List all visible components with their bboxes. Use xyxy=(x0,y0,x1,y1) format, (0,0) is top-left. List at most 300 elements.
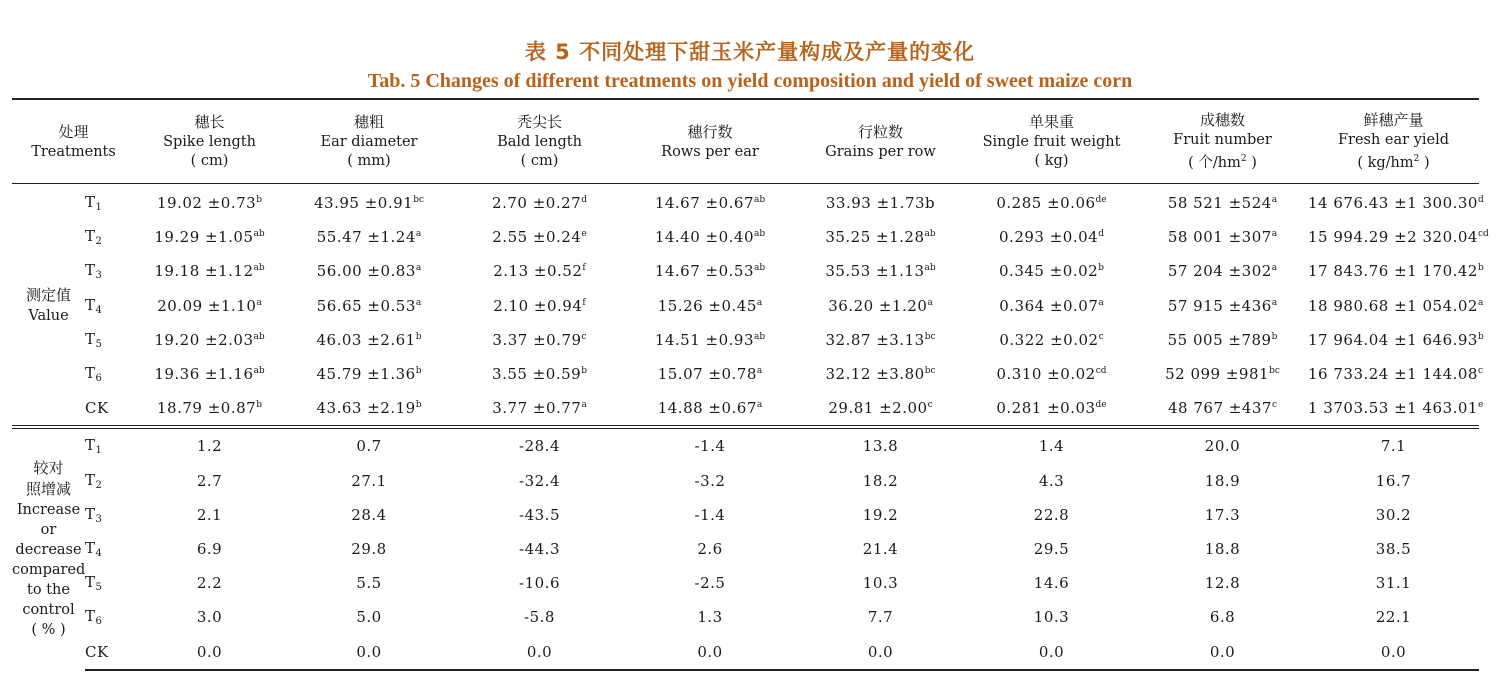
table-cell: 18.9 xyxy=(1204,471,1241,490)
table-cell: 10.3 xyxy=(862,574,899,593)
table-cell: 20.0 xyxy=(1137,427,1308,463)
table-title-english: Tab. 5 Changes of different treatments on yield composition and yield of sweet maize corn xyxy=(367,70,1133,92)
treatment-name: T xyxy=(85,538,96,557)
group-unit: ( % ) xyxy=(31,622,66,639)
significance-letter: bc xyxy=(924,366,936,377)
treatment-subscript: 1 xyxy=(95,202,103,214)
table-cell xyxy=(795,254,966,288)
table-cell xyxy=(966,357,1137,391)
table-row xyxy=(12,391,1479,427)
significance-letter: b xyxy=(1271,331,1278,342)
cell-value: 0.345 ±0.02 xyxy=(999,262,1099,281)
table-cell: 7.1 xyxy=(1308,427,1479,463)
cell-value: 0.322 ±0.02 xyxy=(999,330,1099,349)
table-cell xyxy=(135,391,284,427)
header-zh: 单果重 xyxy=(1028,113,1074,131)
table-cell xyxy=(625,184,795,221)
significance-letter: cd xyxy=(1095,366,1107,377)
table-cell: 14.6 xyxy=(1033,574,1070,593)
table-cell: 31.1 xyxy=(1375,574,1412,593)
group-en: Increase or decrease compared to the control xyxy=(12,502,86,619)
table-cell: -28.4 xyxy=(454,427,625,463)
table-cell xyxy=(625,220,795,254)
header-col-7 xyxy=(1137,99,1308,184)
table-cell xyxy=(454,184,625,221)
table-cell: 29.5 xyxy=(1033,539,1070,558)
significance-letter: ab xyxy=(924,229,936,240)
table-row xyxy=(12,634,1479,669)
table-cell: 13.8 xyxy=(795,427,966,463)
cell-value: 35.53 ±1.13 xyxy=(825,262,925,281)
table-cell: 30.2 xyxy=(1375,505,1412,524)
treatment-label xyxy=(85,220,135,254)
table-cell xyxy=(966,323,1137,357)
table-cell: 0.0 xyxy=(135,634,284,669)
table-cell: 21.4 xyxy=(862,539,899,558)
table-cell: 4.3 xyxy=(1038,471,1065,490)
treatment-subscript: 2 xyxy=(95,236,103,248)
header-en: Spike length xyxy=(163,134,256,150)
significance-letter: ab xyxy=(253,366,265,377)
table-cell: 5.5 xyxy=(356,574,382,593)
group-zh-1: 较对 xyxy=(33,459,64,478)
significance-letter: b xyxy=(1098,263,1104,274)
table-cell: 12.8 xyxy=(1204,574,1241,593)
table-cell: 22.8 xyxy=(1033,505,1070,524)
table-cell xyxy=(1137,391,1308,427)
header-unit xyxy=(347,153,390,169)
table-cell xyxy=(135,289,284,323)
table-row xyxy=(12,357,1479,391)
significance-letter: ab xyxy=(924,263,936,274)
significance-letter: ab xyxy=(754,263,766,274)
treatment-label xyxy=(85,254,135,288)
cell-value: 32.12 ±3.80 xyxy=(825,365,925,384)
significance-letter: a xyxy=(256,297,262,308)
cell-value: 18.79 ±0.87 xyxy=(157,399,257,418)
table-cell: 6.8 xyxy=(1209,608,1236,627)
table-cell: 2.2 xyxy=(196,574,223,593)
unit-text: ( kg/hm xyxy=(1357,155,1414,171)
header-en: Fresh ear yield xyxy=(1337,132,1450,148)
header-unit xyxy=(191,153,229,169)
treatment-name: CK xyxy=(85,642,109,661)
significance-letter: bc xyxy=(413,195,424,206)
significance-letter: ab xyxy=(754,195,766,206)
significance-letter: b xyxy=(1477,331,1484,342)
table-cell xyxy=(284,323,454,357)
table-cell: 2.1 xyxy=(196,505,223,524)
table-cell xyxy=(795,220,966,254)
table-row xyxy=(12,600,1479,634)
table-cell: 0.0 xyxy=(284,634,454,669)
table-cell xyxy=(625,254,795,288)
group-zh: 测定值 xyxy=(25,286,71,305)
table-row xyxy=(12,184,1479,221)
table-cell xyxy=(454,323,625,357)
significance-letter: a xyxy=(1477,297,1484,308)
treatment-name: T xyxy=(85,470,96,489)
table-cell xyxy=(1137,220,1308,254)
cell-value: 17 964.04 ±1 646.93 xyxy=(1308,330,1478,349)
header-en: Ear diameter xyxy=(320,134,418,150)
table-title-chinese: 表 5 不同处理下甜玉米产量构成及产量的变化 xyxy=(524,40,976,64)
treatment-name: T xyxy=(85,193,96,212)
table-cell: 0.0 xyxy=(625,634,795,669)
significance-letter: e xyxy=(581,229,587,240)
treatment-subscript: 5 xyxy=(95,582,103,594)
cell-value: 29.81 ±2.00 xyxy=(828,399,928,418)
cell-value: 20.09 ±1.10 xyxy=(157,296,257,315)
header-en: Single fruit weight xyxy=(982,134,1121,150)
table-cell xyxy=(1308,289,1484,323)
treatment-subscript: 6 xyxy=(95,373,103,385)
table-cell: 1.4 xyxy=(966,427,1137,463)
table-cell: 1.3 xyxy=(697,608,723,627)
table-cell xyxy=(795,184,966,221)
cell-value: 45.79 ±1.36 xyxy=(316,365,416,384)
unit-end: ) xyxy=(1419,155,1430,171)
table-cell xyxy=(966,254,1137,288)
group-label-value xyxy=(12,184,85,428)
significance-letter: b xyxy=(256,400,262,411)
significance-letter: a xyxy=(756,366,763,377)
cell-value: 36.20 ±1.20 xyxy=(828,296,928,315)
group-zh-2: 照增减 xyxy=(25,480,71,499)
table-cell: -5.8 xyxy=(524,608,555,627)
group-label-increase xyxy=(12,427,85,669)
treatment-label xyxy=(85,464,135,498)
treatment-subscript: 3 xyxy=(95,270,103,282)
cell-value: 0.293 ±0.04 xyxy=(999,228,1099,247)
header-zh: 成穗数 xyxy=(1199,111,1245,129)
header-zh: 穗行数 xyxy=(687,122,733,141)
header-zh: 处理 xyxy=(58,122,89,141)
significance-letter: a xyxy=(756,297,763,308)
significance-letter: ab xyxy=(754,331,766,342)
header-unit xyxy=(1188,155,1257,171)
table-cell: 2.7 xyxy=(196,471,223,490)
cell-value: 57 915 ±436 xyxy=(1167,296,1272,315)
table-cell: -44.3 xyxy=(519,539,560,558)
significance-letter: c xyxy=(1098,331,1104,342)
table-cell: 18.8 xyxy=(1204,539,1241,558)
unit-sup: 2 xyxy=(1240,154,1247,164)
header-unit xyxy=(1035,153,1069,169)
cell-value: 32.87 ±3.13 xyxy=(825,330,925,349)
cell-value: 15.26 ±0.45 xyxy=(657,296,757,315)
table-cell xyxy=(135,323,284,357)
table-row xyxy=(12,220,1479,254)
cell-value: 35.25 ±1.28 xyxy=(825,228,925,247)
header-en: Fruit number xyxy=(1173,132,1272,148)
unit-text: ( cm) xyxy=(190,153,229,169)
significance-letter: ab xyxy=(253,331,265,342)
table-cell: -1.4 xyxy=(625,427,795,463)
cell-value: 46.03 ±2.61 xyxy=(316,330,416,349)
cell-value: 19.20 ±2.03 xyxy=(154,330,254,349)
cell-value: 48 767 ±437 xyxy=(1168,399,1272,418)
significance-letter: b xyxy=(1477,263,1484,274)
table-cell xyxy=(284,184,454,221)
table-cell xyxy=(454,289,625,323)
header-en: Rows per ear xyxy=(661,143,759,160)
cell-value: 2.10 ±0.94 xyxy=(493,296,583,315)
table-cell: 0.0 xyxy=(1308,634,1479,669)
cell-value: 0.364 ±0.07 xyxy=(999,296,1099,315)
treatment-name: T xyxy=(85,364,96,383)
treatment-subscript: 4 xyxy=(95,304,103,316)
treatment-subscript: 6 xyxy=(95,616,103,628)
significance-letter: b xyxy=(415,331,422,342)
treatment-name: T xyxy=(85,607,96,626)
table-row xyxy=(12,532,1479,566)
yield-table xyxy=(12,98,1489,671)
cell-value: 18 980.68 ±1 054.02 xyxy=(1308,296,1478,315)
cell-value: 58 001 ±307 xyxy=(1167,228,1272,247)
cell-value: 14 676.43 ±1 300.30 xyxy=(1308,194,1478,213)
header-zh: 穗粗 xyxy=(353,113,384,131)
significance-letter: b xyxy=(415,400,422,411)
table-cell xyxy=(284,391,454,427)
table-cell: 16.7 xyxy=(1375,471,1412,490)
significance-letter: d xyxy=(581,195,587,206)
table-cell xyxy=(454,391,625,427)
table-cell xyxy=(625,323,795,357)
significance-letter: a xyxy=(756,400,763,411)
table-cell: 28.4 xyxy=(351,505,387,524)
treatment-subscript: 1 xyxy=(95,445,103,457)
table-cell xyxy=(1308,254,1484,288)
table-cell: 27.1 xyxy=(351,471,387,490)
unit-text: ( kg) xyxy=(1034,153,1069,169)
table-cell: 2.6 xyxy=(697,539,723,558)
table-cell: -32.4 xyxy=(519,471,560,490)
treatment-name: T xyxy=(85,261,96,280)
treatment-name: T xyxy=(85,436,96,455)
treatment-name: T xyxy=(85,295,96,314)
table-cell: 0.0 xyxy=(454,634,625,669)
table-cell: 0.0 xyxy=(966,634,1137,669)
treatment-name: T xyxy=(85,227,96,246)
significance-letter: b xyxy=(581,366,587,377)
significance-letter: f xyxy=(582,263,586,274)
significance-letter: ab xyxy=(754,229,766,240)
cell-value: 58 521 ±524 xyxy=(1167,194,1272,213)
significance-letter: a xyxy=(415,229,422,240)
header-zh: 鲜穗产量 xyxy=(1363,111,1424,129)
cell-value: 17 843.76 ±1 170.42 xyxy=(1308,262,1478,281)
table-cell: 6.9 xyxy=(196,539,223,558)
table-row xyxy=(12,323,1479,357)
treatment-label xyxy=(85,323,135,357)
unit-end: ) xyxy=(1246,155,1257,171)
header-col-4 xyxy=(625,99,795,184)
cell-value: 14.67 ±0.53 xyxy=(654,262,755,281)
treatment-label xyxy=(85,357,135,391)
table-cell: 10.3 xyxy=(1033,608,1070,627)
cell-value: 2.13 ±0.52 xyxy=(493,262,583,281)
treatment-name: T xyxy=(85,573,96,592)
table-cell xyxy=(1308,357,1484,391)
cell-value: 19.02 ±0.73 xyxy=(157,194,257,213)
cell-value: 15.07 ±0.78 xyxy=(657,365,757,384)
table-cell xyxy=(625,357,795,391)
treatment-label xyxy=(85,532,135,566)
table-cell: 5.0 xyxy=(356,608,382,627)
table-cell xyxy=(625,391,795,427)
significance-letter: ab xyxy=(253,229,265,240)
header-zh: 行粒数 xyxy=(857,122,903,141)
header-en: Grains per row xyxy=(825,143,936,160)
cell-value: 43.95 ±0.91 xyxy=(314,194,414,213)
table-cell xyxy=(1137,184,1308,221)
treatment-name: CK xyxy=(85,399,109,418)
unit-text: ( 个/hm xyxy=(1188,155,1241,171)
cell-value: 55 005 ±789 xyxy=(1167,330,1272,349)
significance-letter: c xyxy=(1271,400,1277,411)
cell-value: 57 204 ±302 xyxy=(1167,262,1272,281)
table-cell xyxy=(1308,391,1484,427)
significance-letter: b xyxy=(256,195,262,206)
header-col-8 xyxy=(1308,99,1479,184)
table-cell xyxy=(966,289,1137,323)
significance-letter: c xyxy=(927,400,933,411)
significance-letter: a xyxy=(1271,229,1278,240)
treatment-subscript: 4 xyxy=(95,547,103,559)
significance-letter: bc xyxy=(1269,366,1280,377)
significance-letter: a xyxy=(415,297,422,308)
cell-value: 3.77 ±0.77 xyxy=(492,399,582,418)
header-zh: 穗长 xyxy=(194,113,225,131)
cell-value: 14.67 ±0.67 xyxy=(654,194,755,213)
cell-value: 14.88 ±0.67 xyxy=(657,399,757,418)
table-cell xyxy=(284,289,454,323)
table-cell: -1.4 xyxy=(694,505,726,524)
cell-value: 2.70 ±0.27 xyxy=(492,194,582,213)
table-cell xyxy=(795,357,966,391)
cell-value: 16 733.24 ±1 144.08 xyxy=(1308,365,1478,384)
significance-letter: f xyxy=(582,297,586,308)
table-cell xyxy=(1137,323,1308,357)
header-zh: 秃尖长 xyxy=(516,113,562,131)
table-cell xyxy=(284,357,454,391)
significance-letter: de xyxy=(1095,400,1107,411)
table-row xyxy=(12,254,1479,288)
table-cell xyxy=(1137,357,1308,391)
cell-value: 0.285 ±0.06 xyxy=(996,194,1096,213)
header-col-1 xyxy=(135,99,284,184)
treatment-subscript: 5 xyxy=(95,338,103,350)
value-section xyxy=(12,184,1489,428)
significance-letter: e xyxy=(1477,400,1484,411)
table-cell xyxy=(1308,323,1484,357)
cell-value: 0.310 ±0.02 xyxy=(996,365,1096,384)
table-row xyxy=(12,498,1479,532)
table-cell xyxy=(454,357,625,391)
table-cell: 7.7 xyxy=(867,608,894,627)
table-cell: -10.6 xyxy=(519,574,560,593)
table-cell: 38.5 xyxy=(1375,539,1412,558)
treatment-subscript: 3 xyxy=(95,513,103,525)
table-cell: 22.1 xyxy=(1375,608,1412,627)
cell-value: 56.00 ±0.83 xyxy=(316,262,416,281)
treatment-name: T xyxy=(85,329,96,348)
table-cell xyxy=(454,220,625,254)
table-cell xyxy=(1137,289,1308,323)
treatment-label xyxy=(85,289,135,323)
unit-text: ( mm) xyxy=(347,153,391,169)
header-row xyxy=(12,99,1479,184)
cell-value: 14.51 ±0.93 xyxy=(654,330,755,349)
table-cell: 0.0 xyxy=(1137,634,1308,669)
significance-letter: a xyxy=(1271,195,1278,206)
significance-letter: b xyxy=(415,366,422,377)
significance-letter: a xyxy=(1271,297,1278,308)
treatment-label xyxy=(85,184,135,221)
increase-section xyxy=(12,427,1479,669)
table-cell xyxy=(966,391,1137,427)
header-unit xyxy=(1357,155,1429,171)
significance-letter: de xyxy=(1095,195,1107,206)
significance-letter: a xyxy=(1271,263,1278,274)
treatment-name: T xyxy=(85,504,96,523)
cell-value: 52 099 ±981 xyxy=(1165,365,1270,384)
significance-letter: bc xyxy=(924,331,936,342)
cell-value: 55.47 ±1.24 xyxy=(316,228,416,247)
table-cell xyxy=(284,254,454,288)
cell-value: 43.63 ±2.19 xyxy=(316,399,416,418)
treatment-label xyxy=(85,391,135,427)
treatment-label xyxy=(85,634,135,669)
table-row xyxy=(12,289,1479,323)
header-treatments xyxy=(12,99,135,184)
unit-sup: 2 xyxy=(1413,154,1420,164)
treatment-label xyxy=(85,498,135,532)
treatment-label xyxy=(85,427,135,463)
table-cell xyxy=(795,289,966,323)
significance-letter: c xyxy=(1477,366,1484,377)
table-cell xyxy=(625,289,795,323)
table-cell: 17.3 xyxy=(1204,505,1241,524)
cell-value: 1 3703.53 ±1 463.01 xyxy=(1308,399,1478,418)
header-col-2 xyxy=(284,99,454,184)
cell-value: 19.29 ±1.05 xyxy=(154,228,254,247)
header-unit xyxy=(521,153,559,169)
table-cell xyxy=(966,184,1137,221)
cell-value: 2.55 ±0.24 xyxy=(492,228,582,247)
cell-value: 3.55 ±0.59 xyxy=(492,365,582,384)
table-cell xyxy=(135,254,284,288)
table-cell xyxy=(795,391,966,427)
cell-value: 19.18 ±1.12 xyxy=(154,262,254,281)
significance-letter: a xyxy=(927,297,933,308)
cell-value: 56.65 ±0.53 xyxy=(316,296,416,315)
table-cell xyxy=(1137,254,1308,288)
cell-value: 0.281 ±0.03 xyxy=(996,399,1096,418)
table-cell xyxy=(454,254,625,288)
significance-letter: a xyxy=(1098,297,1104,308)
table-cell: -3.2 xyxy=(694,471,726,490)
significance-letter: d xyxy=(1477,195,1484,206)
table-cell: 0.0 xyxy=(795,634,966,669)
table-cell: 1.2 xyxy=(135,427,284,463)
table-cell: 29.8 xyxy=(351,539,387,558)
table-row xyxy=(12,566,1479,600)
treatment-subscript: 2 xyxy=(95,479,103,491)
table-cell xyxy=(795,323,966,357)
treatment-label xyxy=(85,566,135,600)
